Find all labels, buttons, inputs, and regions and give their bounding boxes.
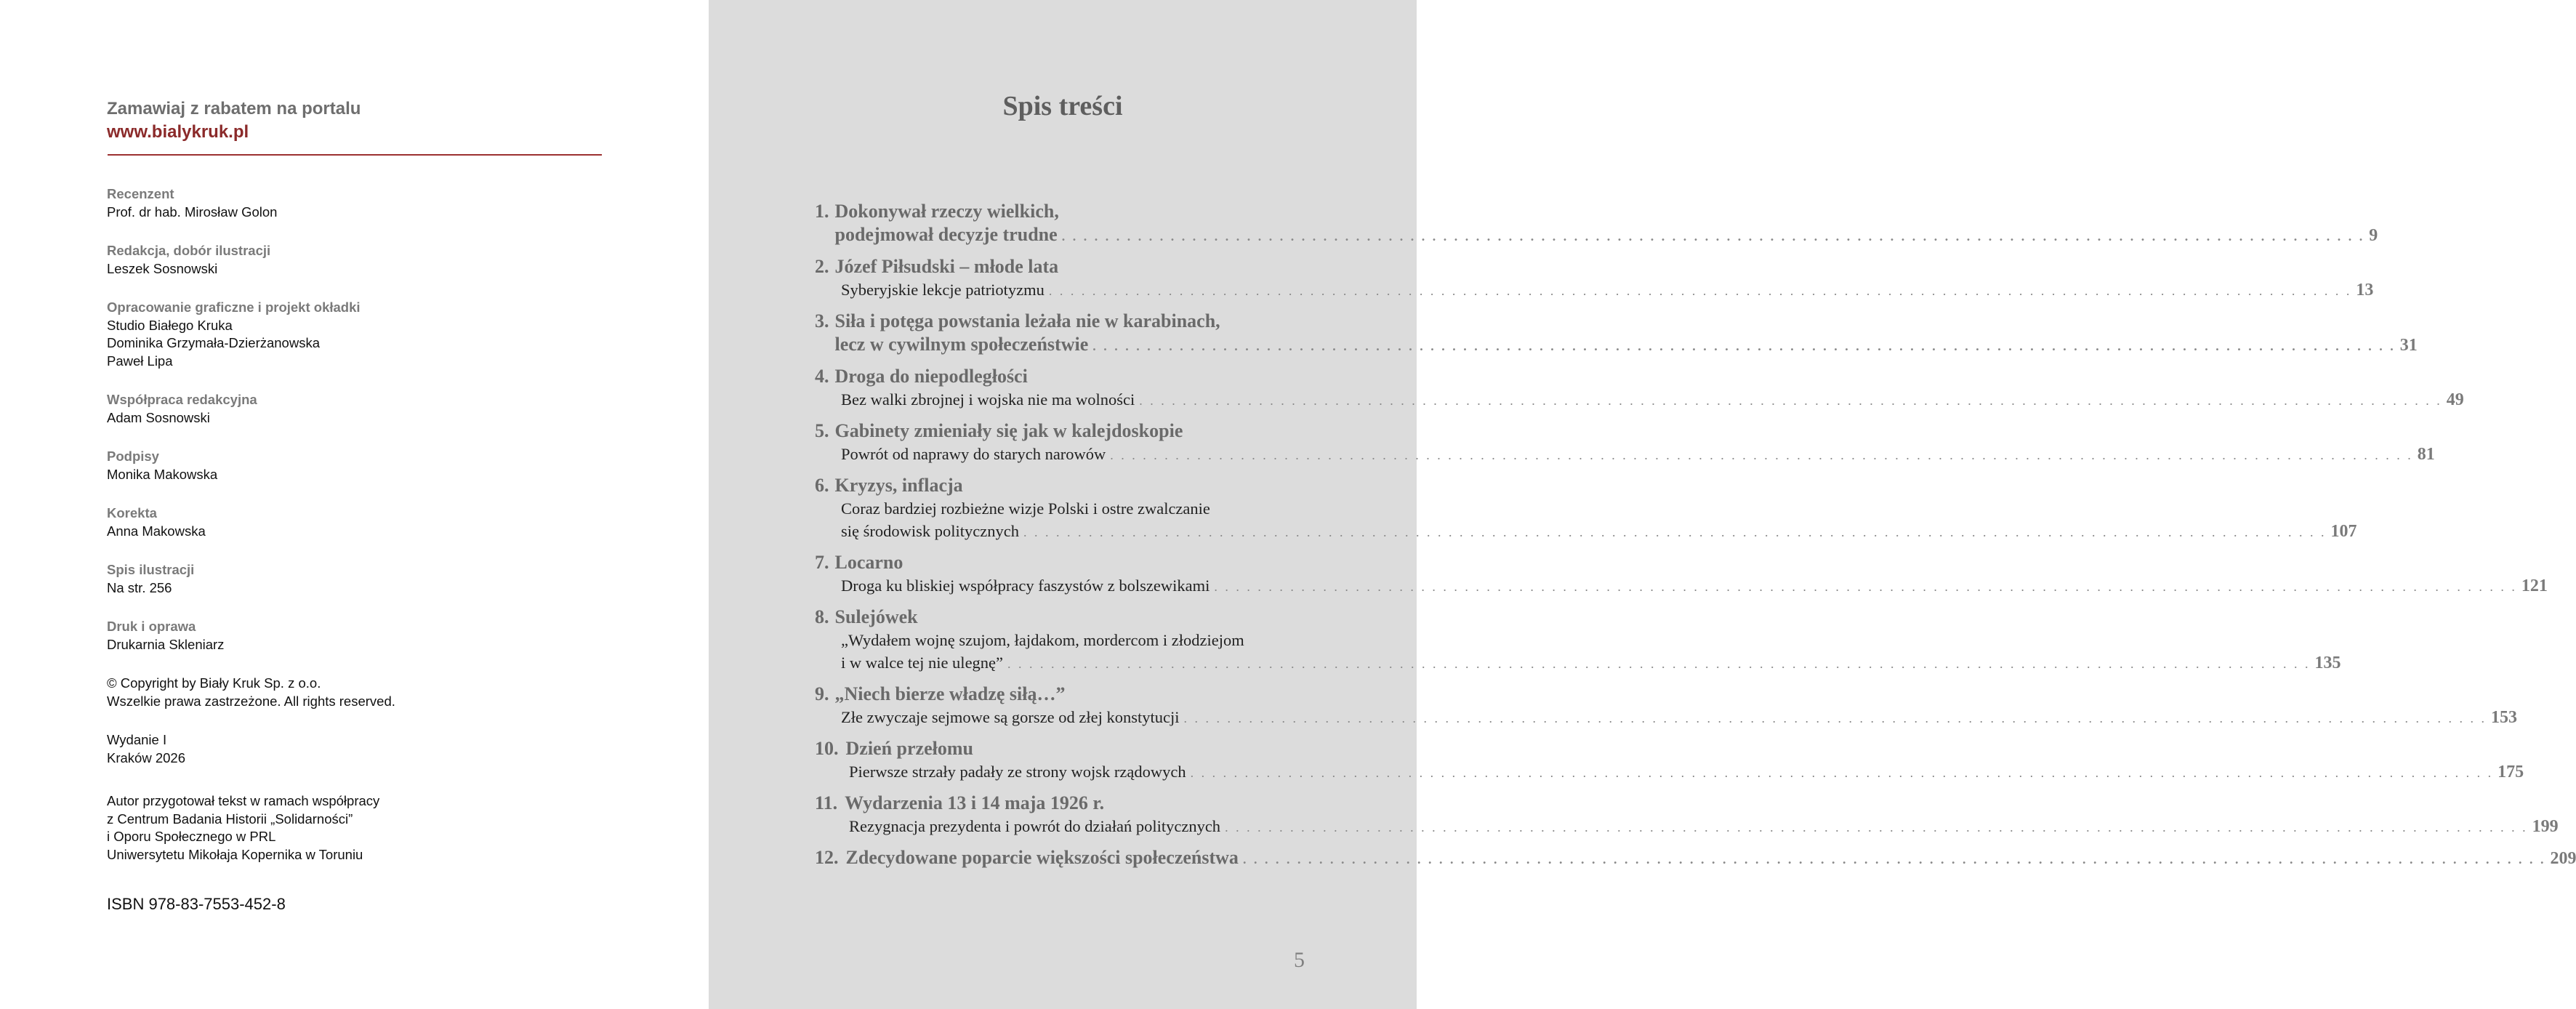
credit-name: Prof. dr hab. Mirosław Golon xyxy=(107,204,278,220)
chapter-subtitle xyxy=(815,497,2357,544)
chapter-number: 8. xyxy=(815,606,829,627)
dot-leader: . . . . . . . . . . . . . . . . . . . . . . . . . . . . . . . . . . . . . . . . . . . . . . . . . . . . . . . . . . . . . . . . . . . . . . . . . . . . . . . . . . . . . . . . . . . . . . . . . . . . . . . . . . . . . . . . . . . . . . . . xyxy=(1242,852,2546,867)
chapter-subtitle-line: Powrót od naprawy do starych narowów xyxy=(841,445,1106,463)
toc-line xyxy=(841,651,2341,675)
dot-leader: . . . . . . . . . . . . . . . . . . . . . . . . . . . . . . . . . . . . . . . . . . . . . . . . . . . . . . . . . . . . . . . . . . . . . . . . . . . . . . . . . . . . . . . . . . . . . . . . . . . . . . . . . . . . . . . . . . . . . . . . xyxy=(1183,711,2487,725)
chapter-title xyxy=(834,200,2378,248)
dot-leader: . . . . . . . . . . . . . . . . . . . . . . . . . . . . . . . . . . . . . . . . . . . . . . . . . . . . . . . . . . . . . . . . . . . . . . . . . . . . . . . . . . . . . . . . . . . . . . . . . . . . . . . . . . . . . . . . . . . . . . . . xyxy=(1023,525,2327,539)
chapter-number: 12. xyxy=(815,847,839,868)
toc-entry xyxy=(815,310,2418,358)
chapter-title-line: Józef Piłsudski – młode lata xyxy=(834,256,1059,277)
toc-entry xyxy=(815,737,2524,784)
toc-chapter-heading xyxy=(815,683,1309,706)
credit-block xyxy=(107,299,572,370)
toc-entry xyxy=(815,474,2357,544)
chapter-title xyxy=(835,683,1310,706)
chapter-number: 11. xyxy=(815,792,838,813)
credit-block xyxy=(107,391,572,427)
chapter-title xyxy=(835,474,1310,497)
chapter-subtitle-line: i w walce tej nie ulegnę” xyxy=(841,654,1004,672)
chapter-page: 153 xyxy=(2490,708,2517,727)
toc-chapter-heading xyxy=(815,365,1309,388)
chapter-subtitle xyxy=(815,443,2435,467)
chapter-subtitle xyxy=(815,278,2374,302)
toc-entry xyxy=(815,551,2548,598)
copyright-notice xyxy=(107,675,572,710)
chapter-subtitle xyxy=(815,574,2548,598)
chapter-subtitle xyxy=(815,760,2524,784)
chapter-subtitle-line: Droga ku bliskiej współpracy faszystów z bolszewikami xyxy=(841,576,1210,595)
toc-entry xyxy=(815,419,2435,467)
divider-rule xyxy=(108,154,602,156)
chapter-page: 107 xyxy=(2330,522,2357,541)
chapter-title-line: Zdecydowane poparcie większości społeczeństwa xyxy=(845,847,1239,868)
chapter-page: 49 xyxy=(2446,390,2464,409)
author-note-line: z Centrum Badania Historii „Solidarności” xyxy=(107,811,353,827)
toc-chapter-heading xyxy=(815,474,1309,497)
toc-chapter-heading xyxy=(815,255,1309,278)
credit-name: Adam Sosnowski xyxy=(107,409,210,425)
dot-leader: . . . . . . . . . . . . . . . . . . . . . . . . . . . . . . . . . . . . . . . . . . . . . . . . . . . . . . . . . . . . . . . . . . . . . . . . . . . . . . . . . . . . . . . . . . . . . . . . . . . . . . . . . . . . . . . . . . . . . . . . xyxy=(1061,229,2365,244)
toc-entry xyxy=(815,792,2559,839)
chapter-page: 81 xyxy=(2417,445,2435,464)
credit-role: Współpraca redakcyjna xyxy=(107,392,257,407)
chapter-subtitle xyxy=(815,706,2517,730)
chapter-title xyxy=(835,255,1310,278)
promo-block xyxy=(107,97,601,144)
dot-leader: . . . . . . . . . . . . . . . . . . . . . . . . . . . . . . . . . . . . . . . . . . . . . . . . . . . . . . . . . . . . . . . . . . . . . . . . . . . . . . . . . . . . . . . . . . . . . . . . . . . . . . . . . . . . . . . . . . . . . . . . xyxy=(1007,656,2311,671)
dot-leader: . . . . . . . . . . . . . . . . . . . . . . . . . . . . . . . . . . . . . . . . . . . . . . . . . . . . . . . . . . . . . . . . . . . . . . . . . . . . . . . . . . . . . . . . . . . . . . . . . . . . . . . . . . . . . . . . . . . . . . . . xyxy=(1110,448,2413,462)
credit-role: Druk i oprawa xyxy=(107,619,196,634)
chapter-title-line: „Niech bierze władzę siłą…” xyxy=(834,683,1066,704)
dot-leader: . . . . . . . . . . . . . . . . . . . . . . . . . . . . . . . . . . . . . . . . . . . . . . . . . . . . . . . . . . . . . . . . . . . . . . . . . . . . . . . . . . . . . . . . . . . . . . . . . . . . . . . . . . . . . . . . . . . . . . . . xyxy=(1139,393,2442,408)
rights-line: Wszelkie prawa zastrzeżone. All rights reserved. xyxy=(107,693,395,709)
chapter-title xyxy=(845,846,2576,871)
chapter-title-line: Siła i potęga powstania leżała nie w karabinach, xyxy=(834,310,1220,331)
toc-line xyxy=(841,520,2357,544)
toc-line xyxy=(841,388,2464,412)
credit-role: Korekta xyxy=(107,505,157,520)
credit-block xyxy=(107,185,572,221)
chapter-title xyxy=(835,419,1310,443)
chapter-title xyxy=(835,551,1310,574)
toc-chapter-heading xyxy=(815,737,1309,760)
credit-name: Dominika Grzymała-Dzierżanowska xyxy=(107,335,320,350)
copyright-line: © Copyright by Biały Kruk Sp. z o.o. xyxy=(107,675,321,691)
chapter-title xyxy=(845,792,1309,815)
chapter-page: 13 xyxy=(2356,281,2374,300)
chapter-subtitle xyxy=(815,629,2341,675)
toc-line xyxy=(841,574,2548,598)
dot-leader: . . . . . . . . . . . . . . . . . . . . . . . . . . . . . . . . . . . . . . . . . . . . . . . . . . . . . . . . . . . . . . . . . . . . . . . . . . . . . . . . . . . . . . . . . . . . . . . . . . . . . . . . . . . . . . . . . . . . . . . . xyxy=(1214,579,2517,594)
toc-line xyxy=(841,278,2374,302)
credit-role: Opracowanie graficzne i projekt okładki xyxy=(107,300,361,315)
chapter-page: 121 xyxy=(2521,576,2548,595)
credit-name: Monika Makowska xyxy=(107,466,218,482)
chapter-page: 175 xyxy=(2497,763,2524,781)
author-note-line: Uniwersytetu Mikołaja Kopernika w Toruniu xyxy=(107,846,363,862)
chapter-subtitle-line: Złe zwyczaje sejmowe są gorsze od złej konstytucji xyxy=(841,708,1180,726)
toc-chapter-heading xyxy=(815,419,1309,443)
chapter-title-line: Dokonywał rzeczy wielkich, xyxy=(834,201,1059,222)
credit-name: Drukarnia Skleniarz xyxy=(107,636,225,652)
table-of-contents xyxy=(815,200,2576,878)
credit-role: Podpisy xyxy=(107,449,159,464)
dot-leader: . . . . . . . . . . . . . . . . . . . . . . . . . . . . . . . . . . . . . . . . . . . . . . . . . . . . . . . . . . . . . . . . . . . . . . . . . . . . . . . . . . . . . . . . . . . . . . . . . . . . . . . . . . . . . . . . . . . . . . . . xyxy=(1092,339,2396,353)
dot-leader: . . . . . . . . . . . . . . . . . . . . . . . . . . . . . . . . . . . . . . . . . . . . . . . . . . . . . . . . . . . . . . . . . . . . . . . . . . . . . . . . . . . . . . . . . . . . . . . . . . . . . . . . . . . . . . . . . . . . . . . . xyxy=(1225,820,2528,835)
toc-chapter-heading xyxy=(815,200,2378,248)
chapter-subtitle-line: Coraz bardziej rozbieżne wizje Polski i ostre zwalczanie xyxy=(841,499,1210,518)
chapter-number: 9. xyxy=(815,683,829,704)
toc-entry xyxy=(815,255,2374,302)
toc-chapter-heading xyxy=(815,846,2576,871)
toc-line xyxy=(849,760,2524,784)
isbn: ISBN 978-83-7553-452-8 xyxy=(107,895,286,913)
credit-role: Spis ilustracji xyxy=(107,562,195,577)
toc-line xyxy=(834,333,2418,358)
chapter-subtitle-line: Bez walki zbrojnej i wojska nie ma wolności xyxy=(841,390,1135,409)
toc-chapter-heading xyxy=(815,551,1309,574)
credit-name: Leszek Sosnowski xyxy=(107,260,218,276)
chapter-subtitle-line: się środowisk politycznych xyxy=(841,522,1019,540)
credit-name: Studio Białego Kruka xyxy=(107,317,233,333)
chapter-number: 10. xyxy=(815,738,839,759)
credit-role: Recenzent xyxy=(107,186,174,201)
credit-block xyxy=(107,242,572,278)
toc-line xyxy=(849,815,2559,839)
chapter-title-line: Locarno xyxy=(834,552,903,573)
toc-chapter-heading xyxy=(815,310,2418,358)
dot-leader: . . . . . . . . . . . . . . . . . . . . . . . . . . . . . . . . . . . . . . . . . . . . . . . . . . . . . . . . . . . . . . . . . . . . . . . . . . . . . . . . . . . . . . . . . . . . . . . . . . . . . . . . . . . . . . . . . . . . . . . . xyxy=(1048,284,2352,298)
promo-text: Zamawiaj z rabatem na portalu xyxy=(107,99,361,118)
chapter-subtitle xyxy=(815,388,2464,412)
chapter-title-line: Droga do niepodległości xyxy=(834,366,1028,387)
credit-name: Na str. 256 xyxy=(107,579,172,595)
chapter-title-line: Gabinety zmieniały się jak w kalejdoskopie xyxy=(834,420,1183,441)
chapter-number: 3. xyxy=(815,310,829,331)
chapter-number: 2. xyxy=(815,256,829,277)
credit-name: Anna Makowska xyxy=(107,523,206,539)
chapter-title-line: lecz w cywilnym społeczeństwie xyxy=(834,334,1089,355)
chapter-page: 9 xyxy=(2369,226,2378,245)
author-note-line: i Oporu Społecznego w PRL xyxy=(107,829,276,844)
toc-chapter-heading xyxy=(815,606,1309,629)
toc-entry xyxy=(815,846,2576,871)
toc-line xyxy=(834,223,2378,248)
credit-role: Redakcja, dobór ilustracji xyxy=(107,243,271,258)
chapter-title-line: Dzień przełomu xyxy=(845,738,973,759)
chapter-page: 209 xyxy=(2550,849,2576,868)
place-year-line: Kraków 2026 xyxy=(107,749,185,765)
imprint-page xyxy=(0,0,709,1009)
chapter-page: 199 xyxy=(2532,817,2559,836)
chapter-title-line: podejmował decyzje trudne xyxy=(834,224,1058,245)
chapter-title-line: Wydarzenia 13 i 14 maja 1926 r. xyxy=(845,792,1105,813)
chapter-page: 135 xyxy=(2314,654,2341,672)
chapter-title xyxy=(846,737,1310,760)
chapter-page: 31 xyxy=(2399,336,2418,355)
chapter-number: 5. xyxy=(815,420,829,441)
chapter-number: 6. xyxy=(815,475,829,496)
page-number: 5 xyxy=(1294,948,1305,972)
chapter-subtitle-line: „Wydałem wojnę szujom, łajdakom, mordercom i złodziejom xyxy=(841,631,1244,649)
toc-chapter-heading xyxy=(815,792,1309,815)
toc-entry xyxy=(815,200,2378,248)
credit-block xyxy=(107,448,572,483)
author-note-line: Autor przygotował tekst w ramach współpracy xyxy=(107,793,380,808)
chapter-subtitle-line: Pierwsze strzały padały ze strony wojsk rządowych xyxy=(849,763,1186,781)
chapter-title-line: Kryzys, inflacja xyxy=(834,475,963,496)
credit-name: Paweł Lipa xyxy=(107,353,173,369)
chapter-subtitle-line: Syberyjskie lekcje patriotyzmu xyxy=(841,281,1045,299)
chapter-title xyxy=(835,365,1310,388)
toc-title: Spis treści xyxy=(1002,91,1123,121)
credits-list xyxy=(107,185,572,675)
edition-line: Wydanie I xyxy=(107,732,167,747)
dot-leader: . . . . . . . . . . . . . . . . . . . . . . . . . . . . . . . . . . . . . . . . . . . . . . . . . . . . . . . . . . . . . . . . . . . . . . . . . . . . . . . . . . . . . . . . . . . . . . . . . . . . . . . . . . . . . . . . . . . . . . . . xyxy=(1190,765,2494,780)
toc-line xyxy=(841,443,2435,467)
toc-entry xyxy=(815,606,2341,675)
toc-line xyxy=(841,706,2517,730)
chapter-number: 7. xyxy=(815,552,829,573)
chapter-number: 4. xyxy=(815,366,829,387)
credit-block xyxy=(107,561,572,597)
toc-entry xyxy=(815,683,2517,730)
chapter-subtitle xyxy=(815,815,2559,839)
chapter-title xyxy=(834,310,2418,358)
credit-block xyxy=(107,618,572,654)
chapter-subtitle-line: Rezygnacja prezydenta i powrót do działań politycznych xyxy=(849,817,1221,835)
toc-entry xyxy=(815,365,2464,412)
chapter-title-line: Sulejówek xyxy=(834,606,918,627)
promo-url: www.bialykruk.pl xyxy=(107,122,249,142)
author-note xyxy=(107,792,456,864)
chapter-title xyxy=(835,606,1310,629)
credit-block xyxy=(107,504,572,540)
chapter-number: 1. xyxy=(815,201,829,222)
edition-info xyxy=(107,731,572,767)
toc-line xyxy=(845,846,2576,871)
